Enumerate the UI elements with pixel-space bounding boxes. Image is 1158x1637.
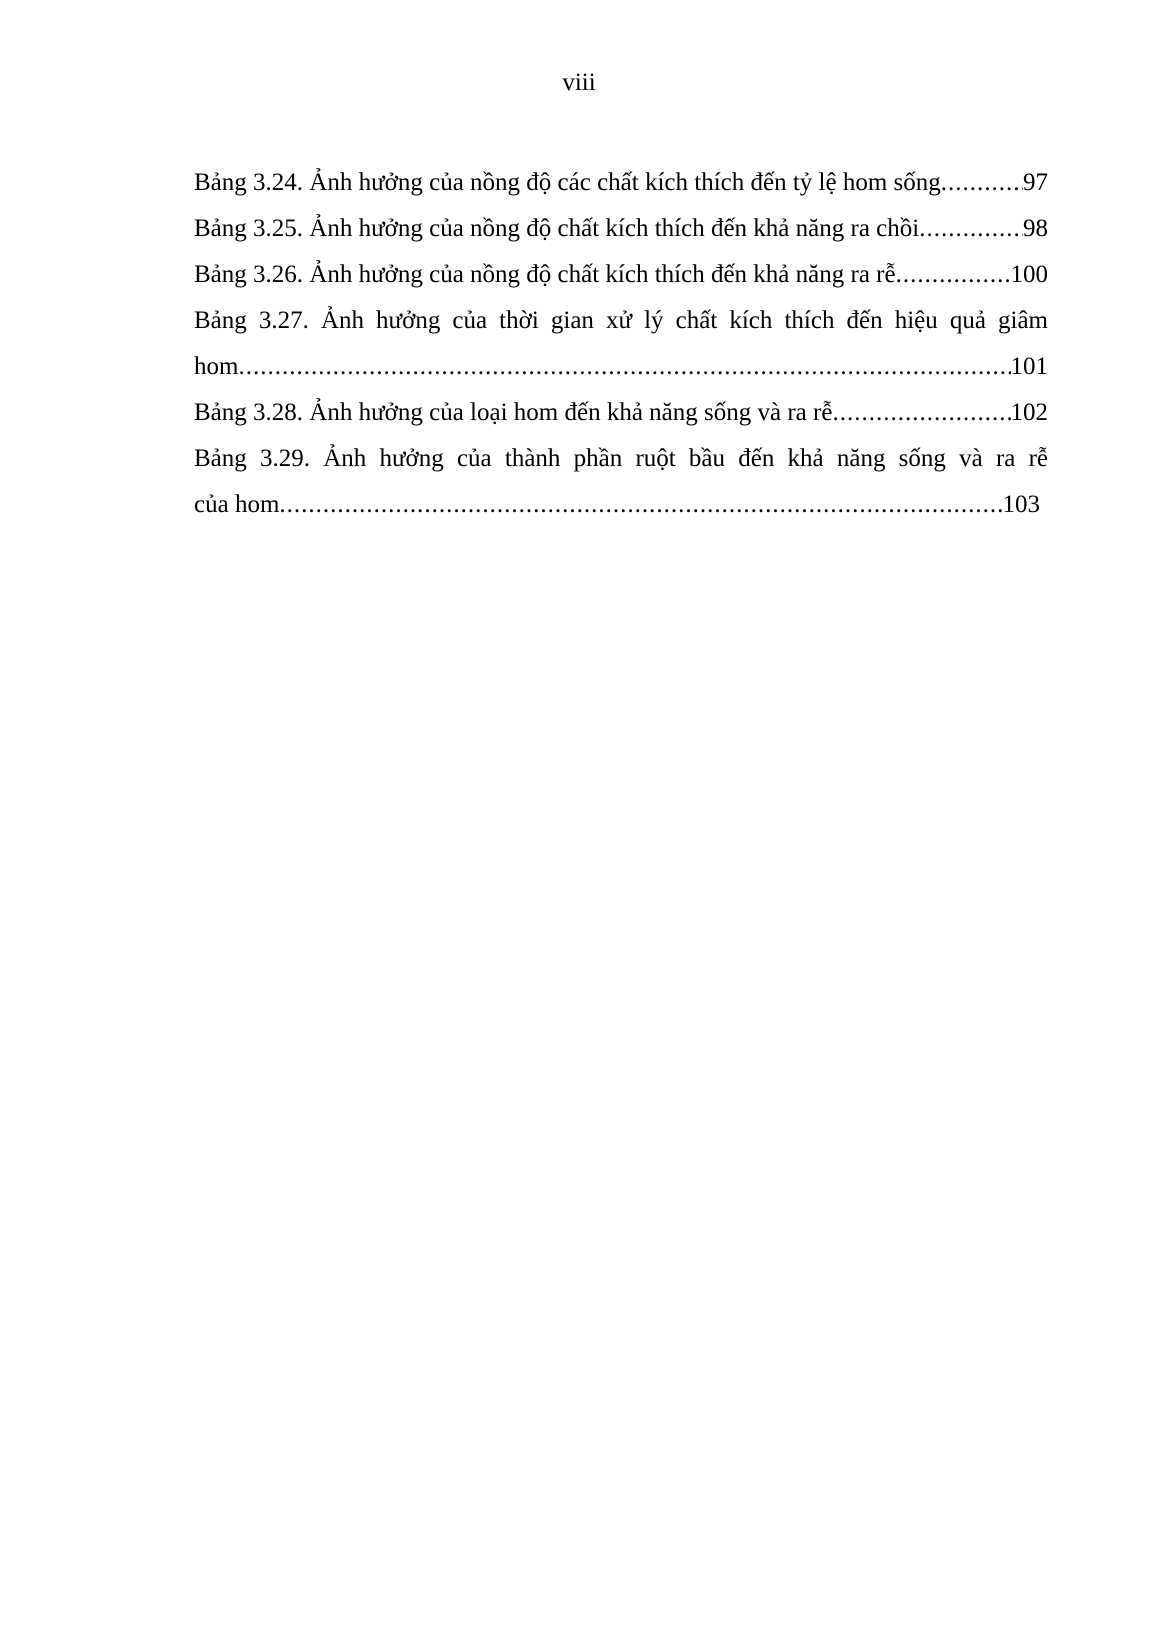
toc-entry-page: 100: [1010, 261, 1048, 288]
dot-leader: [238, 344, 1010, 390]
toc-entry[interactable]: [194, 206, 1048, 252]
toc-entry-label: Bảng 3.24. Ảnh hưởng của nồng độ các chất kích thích đến tỷ lệ hom sống: [194, 169, 941, 196]
toc-entry-page: 97: [1023, 169, 1048, 196]
dot-leader: [896, 252, 1011, 298]
toc-entry-label: Bảng 3.28. Ảnh hưởng của loại hom đến khả năng sống và ra rễ: [194, 399, 833, 426]
toc-entry[interactable]: [194, 252, 1048, 298]
dot-leader: [279, 482, 1002, 528]
dot-leader: [832, 390, 1010, 436]
toc-entry-page: 103: [1002, 491, 1040, 518]
toc-entry-label-line2: hom: [194, 353, 239, 380]
toc-entry-page: 102: [1010, 399, 1048, 426]
toc-entry[interactable]: [194, 436, 1048, 528]
dot-leader: [919, 206, 1023, 252]
toc-entry-label-line2: của hom: [194, 491, 280, 518]
dot-leader: [941, 160, 1023, 206]
toc-entry-page: 101: [1010, 353, 1048, 380]
table-of-contents: [194, 160, 1048, 528]
toc-entry-label-line1: Bảng 3.29. Ảnh hưởng của thành phần ruột bầu đến khả năng sống và ra rễ: [194, 445, 1048, 472]
toc-entry[interactable]: [194, 390, 1048, 436]
toc-entry-label: Bảng 3.26. Ảnh hưởng của nồng độ chất kích thích đến khả năng ra rễ: [194, 261, 896, 288]
toc-entry-label: Bảng 3.25. Ảnh hưởng của nồng độ chất kích thích đến khả năng ra chồi: [194, 215, 920, 242]
toc-entry-page: 98: [1023, 215, 1048, 242]
page-number: viii: [562, 69, 596, 96]
toc-entry[interactable]: [194, 298, 1048, 390]
toc-entry-label-line1: Bảng 3.27. Ảnh hưởng của thời gian xử lý chất kích thích đến hiệu quả giâm: [194, 307, 1048, 334]
toc-entry[interactable]: [194, 160, 1048, 206]
